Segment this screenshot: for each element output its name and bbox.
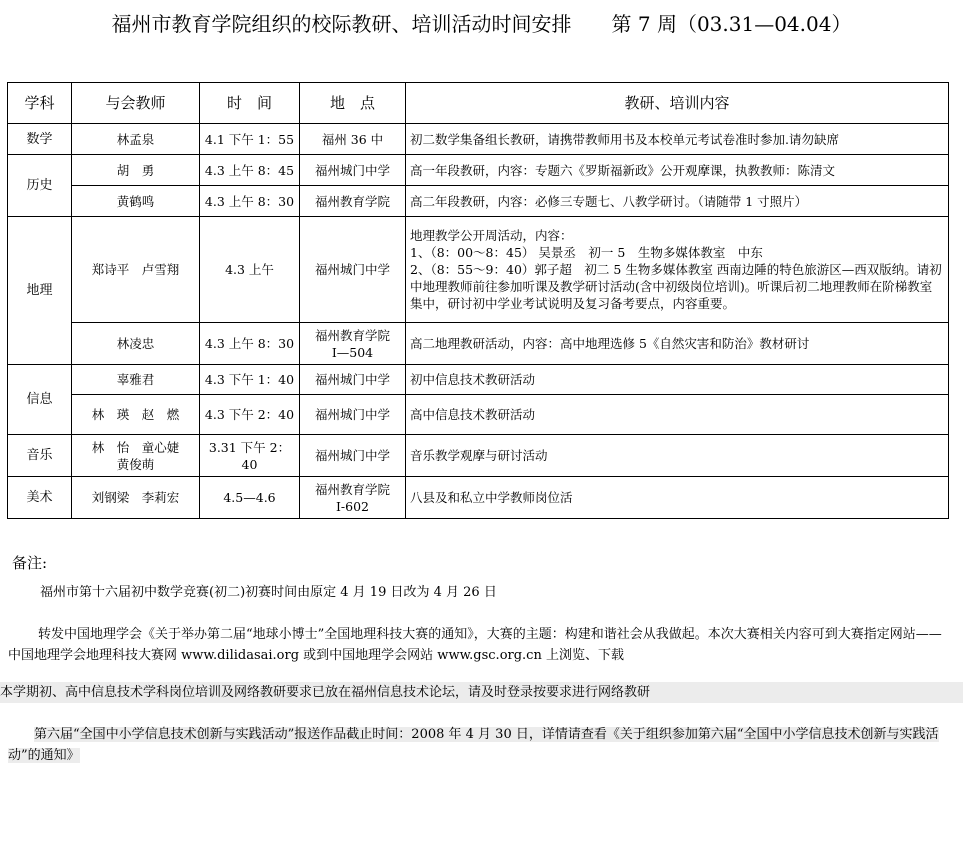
place-cell: 福州城门中学 — [300, 155, 406, 186]
time-cell: 4.3 下午 1：40 — [200, 365, 300, 395]
subject-cell: 信息 — [8, 365, 72, 435]
place-line: 福州教育学院 — [314, 481, 390, 497]
place-cell — [300, 323, 406, 365]
content-cell: 高二地理教研活动，内容：高中地理选修 5《自然灾害和防治》教材研讨 — [406, 323, 949, 365]
time-cell: 3.31 下午 2：40 — [200, 435, 300, 477]
content-cell: 高一年段教研，内容：专题六《罗斯福新政》公开观摩课，执教教师：陈清文 — [406, 155, 949, 186]
subject-cell: 地理 — [8, 217, 72, 365]
teacher-cell — [72, 435, 200, 477]
place-cell: 福州城门中学 — [300, 365, 406, 395]
table-row — [8, 155, 949, 186]
title-week: 第 7 周（03.31—04.04） — [611, 12, 852, 36]
place-cell: 福州城门中学 — [300, 435, 406, 477]
table-header-row — [8, 83, 949, 124]
subject-cell: 美术 — [8, 477, 72, 519]
time-cell: 4.3 下午 2：40 — [200, 395, 300, 435]
content-line: 1、（8：00～8：45） 吴景丞 初一 5 生物多媒体教室 中东 — [410, 245, 763, 260]
teacher-cell: 黄鹤鸣 — [72, 186, 200, 217]
note-text: 第六届“全国中小学信息技术创新与实践活动”报送作品截止时间：2008 年 4 月 30 日，详情请查看《关于组织参加第六届“全国中小学信息技术创新与实践活动”的通知》 — [8, 727, 939, 763]
table-row — [8, 435, 949, 477]
note-item: 转发中国地理学会《关于举办第二届“地球小博士”全国地理科技大赛的通知》，大赛的主题：构建和谐社会从我做起。本次大赛相关内容可到大赛指定网站——中国地理学会地理科技大赛网 www.dilidasai.org 或到中国地理学会网站 www.gsc.org.cn 上浏览、下载 — [8, 627, 942, 663]
place-line: 福州教育学院 — [314, 327, 390, 343]
header-place: 地 点 — [300, 83, 406, 124]
content-cell — [406, 217, 949, 323]
table-row — [8, 477, 949, 519]
header-subject: 学科 — [8, 83, 72, 124]
content-line: 2、（8：55～9：40）郭子超 初二 5 生物多媒体教室 西南边陲的特色旅游区—西双版纳。请初中地理教师前往参加听课及教学研讨活动(含中初级岗位培训)。听课后初二地理教师在阶梯教室集中，研讨初中学业考试说明及复习备考要点，内容重要。 — [410, 262, 942, 311]
place-cell: 福州教育学院 — [300, 186, 406, 217]
time-cell: 4.3 上午 — [200, 217, 300, 323]
subject-cell: 音乐 — [8, 435, 72, 477]
place-line: Ⅰ—504 — [331, 344, 374, 360]
time-cell: 4.3 上午 8：45 — [200, 155, 300, 186]
place-cell: 福州 36 中 — [300, 124, 406, 155]
content-cell: 高二年段教研，内容：必修三专题七、八教学研讨。（请随带 1 寸照片） — [406, 186, 949, 217]
note-item: 本学期初、高中信息技术学科岗位培训及网络教研要求已放在福州信息技术论坛，请及时登录按要求进行网络教研 — [0, 682, 963, 703]
time-cell: 4.3 上午 8：30 — [200, 186, 300, 217]
page-title — [0, 8, 963, 37]
content-cell: 初中信息技术教研活动 — [406, 365, 949, 395]
notes-heading: 备注: — [12, 554, 48, 572]
time-cell: 4.1 下午 1：55 — [200, 124, 300, 155]
time-cell: 4.3 上午 8：30 — [200, 323, 300, 365]
place-cell — [300, 477, 406, 519]
note-item — [8, 724, 950, 766]
header-time: 时 间 — [200, 83, 300, 124]
header-teachers: 与会教师 — [72, 83, 200, 124]
place-line: Ⅰ-602 — [335, 498, 370, 514]
teacher-cell: 郑诗平 卢雪翔 — [72, 217, 200, 323]
table-row — [8, 395, 949, 435]
table-row — [8, 124, 949, 155]
place-cell: 福州城门中学 — [300, 217, 406, 323]
teacher-cell: 林孟泉 — [72, 124, 200, 155]
place-cell: 福州城门中学 — [300, 395, 406, 435]
teacher-line: 林 怡 童心婕 — [91, 439, 180, 455]
teacher-cell: 林凌忠 — [72, 323, 200, 365]
content-line: 地理教学公开周活动，内容： — [410, 228, 573, 243]
header-content: 教研、培训内容 — [406, 83, 949, 124]
table-row — [8, 186, 949, 217]
schedule-table — [7, 82, 949, 519]
subject-cell: 数学 — [8, 124, 72, 155]
teacher-cell: 辜雅君 — [72, 365, 200, 395]
table-row — [8, 323, 949, 365]
content-cell: 八县及和私立中学教师岗位活 — [406, 477, 949, 519]
title-main: 福州市教育学院组织的校际教研、培训活动时间安排 — [111, 12, 572, 36]
teacher-cell: 刘钢梁 李莉宏 — [72, 477, 200, 519]
table-row — [8, 217, 949, 323]
teacher-cell: 胡 勇 — [72, 155, 200, 186]
content-cell: 音乐教学观摩与研讨活动 — [406, 435, 949, 477]
teacher-line: 黄俊萌 — [116, 456, 155, 472]
table-row — [8, 365, 949, 395]
time-cell: 4.5—4.6 — [200, 477, 300, 519]
teacher-cell: 林 瑛 赵 燃 — [72, 395, 200, 435]
note-item: 福州市第十六届初中数学竞赛(初二)初赛时间由原定 4 月 19 日改为 4 月 26 日 — [40, 585, 497, 600]
content-cell: 初二数学集备组长教研，请携带教师用书及本校单元考试卷准时参加.请勿缺席 — [406, 124, 949, 155]
content-cell: 高中信息技术教研活动 — [406, 395, 949, 435]
subject-cell: 历史 — [8, 155, 72, 217]
